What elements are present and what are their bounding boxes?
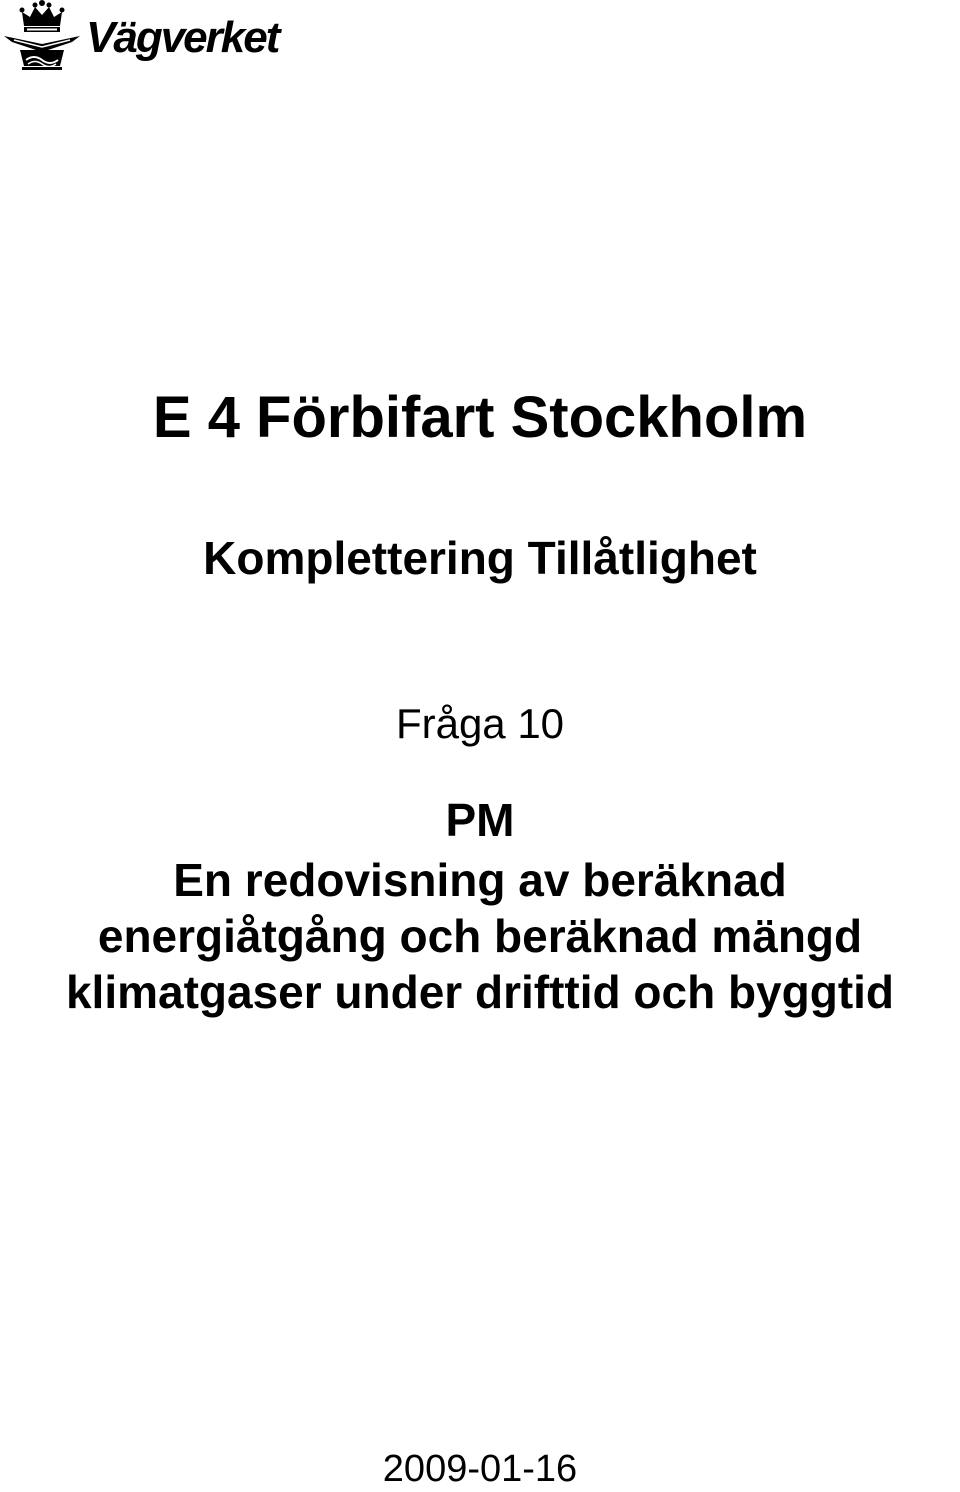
- brand-wordmark: Vägverket: [86, 13, 279, 62]
- document-date: 2009-01-16: [382, 1448, 578, 1490]
- document-subtitle: Komplettering Tillåtlighet: [203, 532, 757, 584]
- description-line: klimatgaser under drifttid och byggtid: [65, 966, 895, 1018]
- question-number: Fråga 10: [395, 700, 565, 747]
- document-description: [0, 852, 960, 1020]
- crown-road-emblem-icon: [2, 0, 82, 74]
- description-line: energiåtgång och beräknad mängd: [97, 910, 863, 962]
- description-line: En redovisning av beräknad: [173, 854, 787, 906]
- document-title: E 4 Förbifart Stockholm: [152, 385, 808, 450]
- document-type: PM: [445, 794, 515, 846]
- vagverket-logo: [2, 0, 322, 74]
